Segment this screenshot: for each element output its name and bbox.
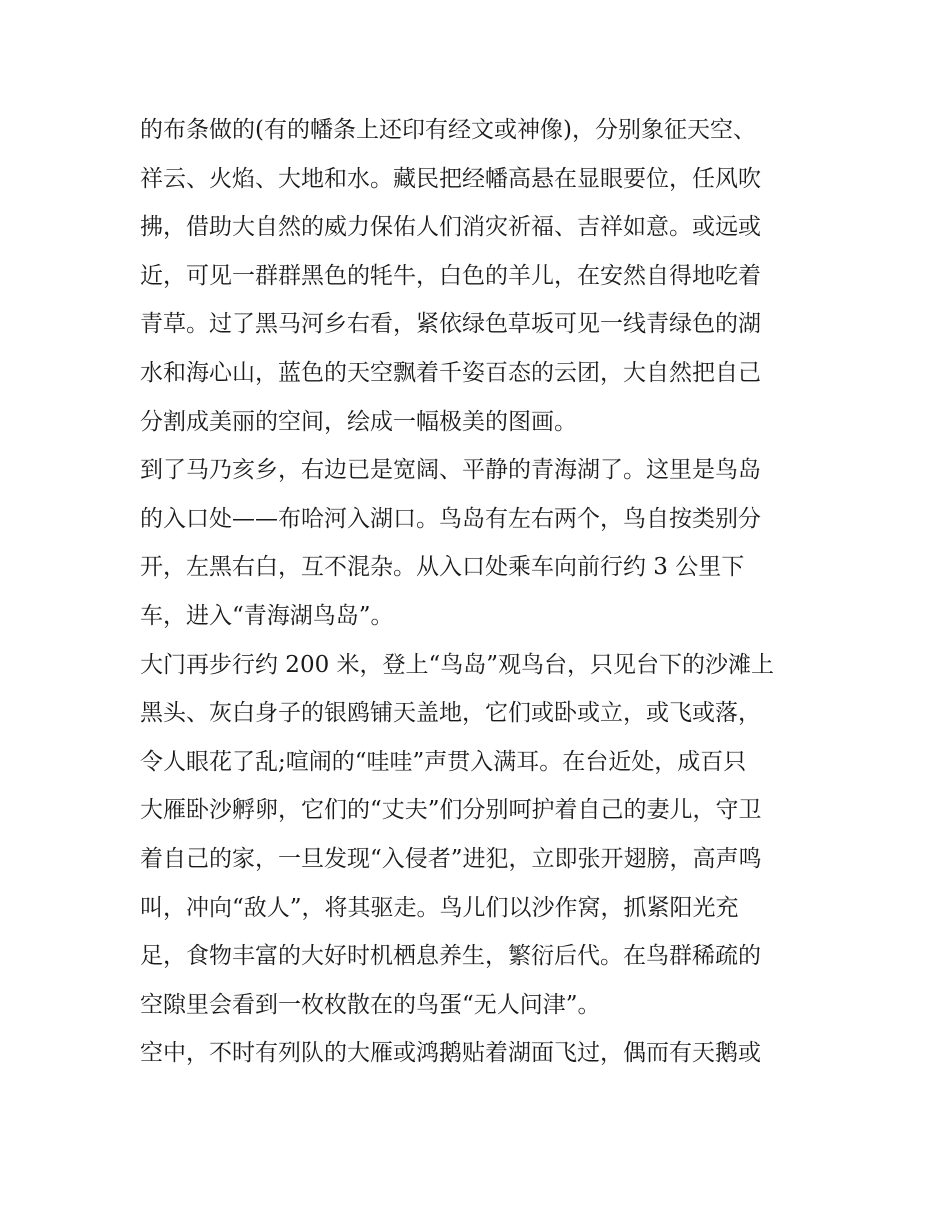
text-line: 空中，不时有列队的大雁或鸿鹅贴着湖面飞过，偶而有天鹅或	[140, 1040, 761, 1067]
text-line: 分割成美丽的空间，绘成一幅极美的图画。	[140, 408, 577, 435]
text-line: 黑头、灰白身子的银鸥铺天盖地，它们或卧或立，或飞或落，	[140, 700, 761, 727]
text-line: 水和海心山，蓝色的天空飘着千姿百态的云团，大自然把自己	[140, 359, 761, 386]
text-line: 开，左黑右白，互不混杂。从入口处乘车向前行约 3 公里下	[140, 554, 745, 581]
text-line: 拂，借助大自然的威力保佑人们消灾祈福、吉祥如意。或远或	[140, 214, 761, 241]
text-line: 着自己的家，一旦发现“入侵者”进犯，立即张开翅膀，高声鸣	[140, 845, 762, 872]
text-line: 叫，冲向“敌人”，将其驱走。鸟儿们以沙作窝，抓紧阳光充	[140, 894, 739, 921]
text-line: 到了马乃亥乡，右边已是宽阔、平静的青海湖了。这里是鸟岛	[140, 457, 761, 484]
text-line: 近，可见一群群黑色的牦牛，白色的羊儿，在安然自得地吃着	[140, 262, 761, 289]
text-line: 青草。过了黑马河乡右看，紧依绿色草坂可见一线青绿色的湖	[140, 311, 761, 338]
text-line: 的入口处——布哈河入湖口。鸟岛有左右两个，鸟自按类别分	[140, 505, 761, 532]
text-line: 的布条做的(有的幡条上还印有经文或神像)，分别象征天空、	[140, 117, 756, 143]
text-line: 祥云、火焰、大地和水。藏民把经幡高悬在显眼要位，任风吹	[140, 165, 761, 192]
text-line: 大雁卧沙孵卵，它们的“丈夫”们分别呵护着自己的妻儿，守卫	[140, 797, 762, 824]
text-line: 空隙里会看到一枚枚散在的鸟蛋“无人问津”。	[140, 991, 601, 1018]
document-body	[140, 106, 820, 1078]
text-line: 足，食物丰富的大好时机栖息养生，繁衍后代。在鸟群稀疏的	[140, 943, 761, 970]
text-line: 车，进入“青海湖鸟岛”。	[140, 602, 394, 629]
text-line: 令人眼花了乱;喧闹的“哇哇”声贯入满耳。在台近处，成百只	[140, 748, 747, 775]
text-line: 大门再步行约 200 米，登上“鸟岛”观鸟台，只见台下的沙滩上	[140, 651, 775, 678]
